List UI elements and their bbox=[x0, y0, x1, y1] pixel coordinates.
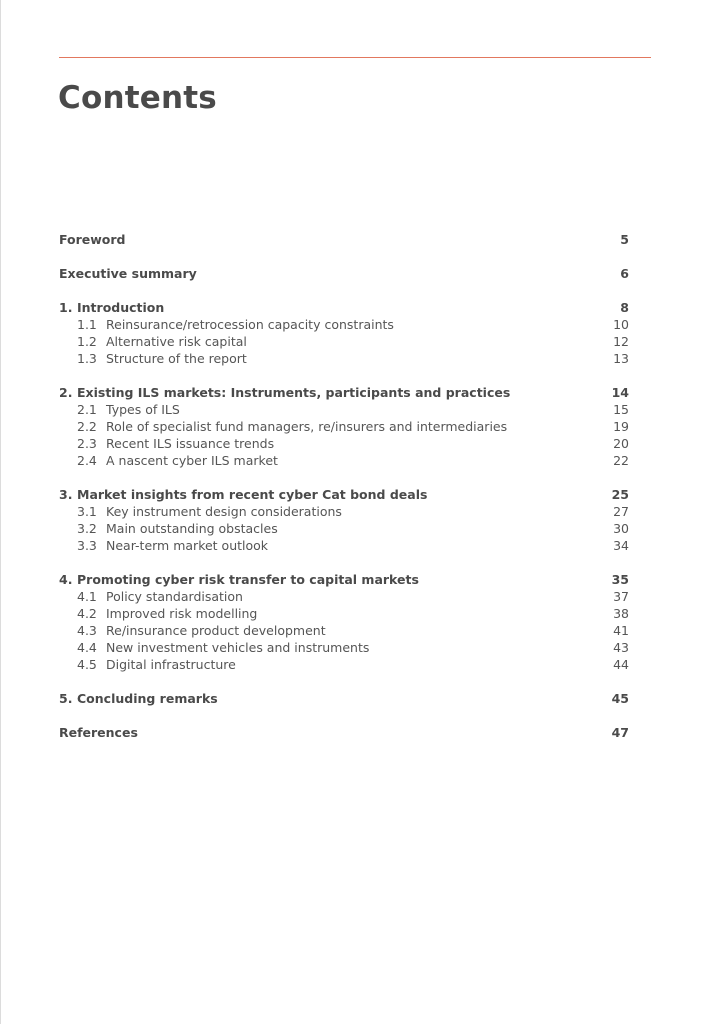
toc-subentry-label: Improved risk modelling bbox=[106, 606, 258, 621]
toc-subentry-4-4[interactable] bbox=[59, 639, 629, 656]
toc-subentry-number: 4.3 bbox=[77, 623, 97, 638]
toc-subentry-number: 2.4 bbox=[77, 453, 97, 468]
toc-subentry-page: 27 bbox=[613, 504, 629, 519]
toc-subentry-label: Alternative risk capital bbox=[106, 334, 247, 349]
toc-subentry-number: 1.2 bbox=[77, 334, 97, 349]
toc-entry-page: 6 bbox=[620, 266, 629, 281]
toc-subentry-4-5[interactable] bbox=[59, 656, 629, 673]
toc-entry-chapter-4[interactable] bbox=[59, 571, 629, 588]
toc-entry-page: 45 bbox=[611, 691, 629, 706]
toc-subentry-2-2[interactable] bbox=[59, 418, 629, 435]
toc-entry-chapter-2[interactable] bbox=[59, 384, 629, 401]
toc-subentry-label: Re/insurance product development bbox=[106, 623, 326, 638]
toc-subentry-label: Key instrument design considerations bbox=[106, 504, 342, 519]
toc-subentry-4-3[interactable] bbox=[59, 622, 629, 639]
toc-subentry-number: 3.3 bbox=[77, 538, 97, 553]
toc-group-chapter-4 bbox=[59, 571, 629, 673]
toc-subentry-number: 3.2 bbox=[77, 521, 97, 536]
toc-subentry-number: 2.1 bbox=[77, 402, 97, 417]
toc-group-chapter-2 bbox=[59, 384, 629, 469]
toc-subentry-page: 34 bbox=[613, 538, 629, 553]
toc-entry-label: Foreword bbox=[59, 232, 126, 247]
toc-group-chapter-1 bbox=[59, 299, 629, 367]
toc-subentry-number: 1.3 bbox=[77, 351, 97, 366]
toc-subentry-number: 2.3 bbox=[77, 436, 97, 451]
toc-entry-number: 3. bbox=[59, 487, 73, 502]
toc-subentry-label: Role of specialist fund managers, re/insurers and intermediaries bbox=[106, 419, 508, 434]
toc-group-chapter-3 bbox=[59, 486, 629, 554]
toc-entry-number: 5. bbox=[59, 691, 73, 706]
toc-subentry-label: New investment vehicles and instruments bbox=[106, 640, 370, 655]
page-title: Contents bbox=[58, 80, 217, 116]
toc-entry-label: Concluding remarks bbox=[77, 691, 218, 706]
toc-entry-label: Market insights from recent cyber Cat bond deals bbox=[77, 487, 428, 502]
toc-entry-chapter-3[interactable] bbox=[59, 486, 629, 503]
toc-subentry-1-3[interactable] bbox=[59, 350, 629, 367]
toc-entry-executive-summary[interactable] bbox=[59, 265, 629, 282]
toc-group-chapter-5 bbox=[59, 690, 629, 707]
toc-entry-label: Introduction bbox=[77, 300, 165, 315]
toc-subentry-3-3[interactable] bbox=[59, 537, 629, 554]
toc-subentry-2-4[interactable] bbox=[59, 452, 629, 469]
toc-entry-page: 8 bbox=[620, 300, 629, 315]
toc-entry-label: Executive summary bbox=[59, 266, 197, 281]
toc-subentry-page: 19 bbox=[613, 419, 629, 434]
toc-subentry-number: 4.5 bbox=[77, 657, 97, 672]
toc-subentry-page: 38 bbox=[613, 606, 629, 621]
toc-subentry-label: Structure of the report bbox=[106, 351, 247, 366]
toc-entry-number: 2. bbox=[59, 385, 73, 400]
toc-group-foreword bbox=[59, 231, 629, 248]
toc-group-executive-summary bbox=[59, 265, 629, 282]
toc-group-references bbox=[59, 724, 629, 741]
toc-subentry-page: 20 bbox=[613, 436, 629, 451]
toc-subentry-label: Recent ILS issuance trends bbox=[106, 436, 275, 451]
toc-subentry-page: 43 bbox=[613, 640, 629, 655]
toc-subentry-2-1[interactable] bbox=[59, 401, 629, 418]
toc-subentry-label: Main outstanding obstacles bbox=[106, 521, 278, 536]
toc-subentry-page: 41 bbox=[613, 623, 629, 638]
toc-subentry-label: Reinsurance/retrocession capacity constraints bbox=[106, 317, 394, 332]
toc-subentry-page: 13 bbox=[613, 351, 629, 366]
toc-entry-page: 5 bbox=[620, 232, 629, 247]
toc-subentry-number: 2.2 bbox=[77, 419, 97, 434]
toc-entry-number: 4. bbox=[59, 572, 73, 587]
toc-entry-page: 25 bbox=[611, 487, 629, 502]
toc-subentry-1-2[interactable] bbox=[59, 333, 629, 350]
toc-subentry-number: 4.1 bbox=[77, 589, 97, 604]
toc-subentry-label: Near-term market outlook bbox=[106, 538, 269, 553]
toc-subentry-label: Digital infrastructure bbox=[106, 657, 236, 672]
toc-entry-page: 47 bbox=[611, 725, 629, 740]
toc-subentry-1-1[interactable] bbox=[59, 316, 629, 333]
toc-subentry-number: 3.1 bbox=[77, 504, 97, 519]
top-rule bbox=[59, 57, 651, 58]
toc-subentry-number: 4.4 bbox=[77, 640, 97, 655]
toc-subentry-page: 15 bbox=[613, 402, 629, 417]
toc-entry-page: 14 bbox=[611, 385, 629, 400]
toc-subentry-page: 37 bbox=[613, 589, 629, 604]
page-edge bbox=[0, 0, 1, 1024]
toc-entry-chapter-1[interactable] bbox=[59, 299, 629, 316]
toc-subentry-number: 1.1 bbox=[77, 317, 97, 332]
toc-subentry-4-2[interactable] bbox=[59, 605, 629, 622]
toc-subentry-4-1[interactable] bbox=[59, 588, 629, 605]
toc-entry-chapter-5[interactable] bbox=[59, 690, 629, 707]
toc-subentry-label: Policy standardisation bbox=[106, 589, 243, 604]
toc-entry-references[interactable] bbox=[59, 724, 629, 741]
toc-subentry-3-1[interactable] bbox=[59, 503, 629, 520]
toc-subentry-3-2[interactable] bbox=[59, 520, 629, 537]
toc-entry-label: Existing ILS markets: Instruments, participants and practices bbox=[77, 385, 511, 400]
toc-entry-page: 35 bbox=[611, 572, 629, 587]
toc-subentry-label: Types of ILS bbox=[106, 402, 180, 417]
toc-subentry-page: 12 bbox=[613, 334, 629, 349]
toc-subentry-page: 10 bbox=[613, 317, 629, 332]
toc-entry-label: References bbox=[59, 725, 138, 740]
toc-entry-number: 1. bbox=[59, 300, 73, 315]
toc-subentry-2-3[interactable] bbox=[59, 435, 629, 452]
toc-entry-label: Promoting cyber risk transfer to capital markets bbox=[77, 572, 419, 587]
toc-subentry-page: 30 bbox=[613, 521, 629, 536]
toc-subentry-label: A nascent cyber ILS market bbox=[106, 453, 278, 468]
toc-subentry-number: 4.2 bbox=[77, 606, 97, 621]
toc-subentry-page: 44 bbox=[613, 657, 629, 672]
toc-entry-foreword[interactable] bbox=[59, 231, 629, 248]
table-of-contents bbox=[59, 231, 629, 758]
toc-subentry-page: 22 bbox=[613, 453, 629, 468]
